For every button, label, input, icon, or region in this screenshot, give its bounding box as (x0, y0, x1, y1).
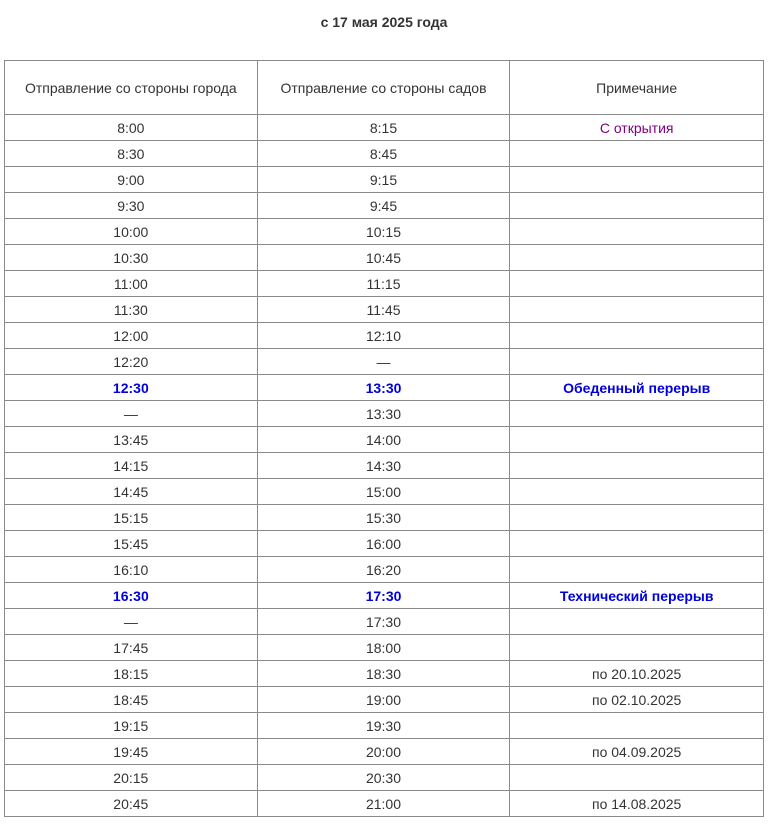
cell-city-departure: 13:45 (5, 427, 258, 453)
table-row (5, 479, 764, 505)
cell-gardens-departure: 19:00 (257, 687, 510, 713)
cell-gardens-departure: 19:30 (257, 713, 510, 739)
table-row (5, 557, 764, 583)
cell-city-departure: 20:15 (5, 765, 258, 791)
table-row (5, 401, 764, 427)
table-row (5, 115, 764, 141)
cell-note (510, 635, 764, 661)
header-departure-city: Отправление со стороны города (5, 61, 258, 115)
table-row (5, 635, 764, 661)
cell-city-departure: 11:30 (5, 297, 258, 323)
cell-note (510, 453, 764, 479)
cell-note (510, 193, 764, 219)
cell-city-departure: 18:45 (5, 687, 258, 713)
cell-note (510, 167, 764, 193)
cell-city-departure: 12:30 (5, 375, 258, 401)
header-note: Примечание (510, 61, 764, 115)
table-row (5, 765, 764, 791)
cell-city-departure: 10:30 (5, 245, 258, 271)
cell-gardens-departure: 15:00 (257, 479, 510, 505)
cell-city-departure: 9:30 (5, 193, 258, 219)
table-row (5, 193, 764, 219)
table-row (5, 505, 764, 531)
cell-city-departure: — (5, 401, 258, 427)
table-row (5, 531, 764, 557)
table-row (5, 583, 764, 609)
cell-city-departure: 8:30 (5, 141, 258, 167)
table-row (5, 609, 764, 635)
cell-city-departure: 8:00 (5, 115, 258, 141)
cell-note (510, 271, 764, 297)
table-row (5, 349, 764, 375)
cell-city-departure: 15:15 (5, 505, 258, 531)
cell-gardens-departure: 10:45 (257, 245, 510, 271)
cell-city-departure: 14:45 (5, 479, 258, 505)
table-row (5, 427, 764, 453)
cell-note (510, 297, 764, 323)
table-row (5, 323, 764, 349)
cell-gardens-departure: 9:45 (257, 193, 510, 219)
cell-gardens-departure: 18:30 (257, 661, 510, 687)
cell-note (510, 479, 764, 505)
cell-note: Технический перерыв (510, 583, 764, 609)
cell-note (510, 427, 764, 453)
cell-note (510, 219, 764, 245)
cell-city-departure: 20:45 (5, 791, 258, 817)
cell-city-departure: 19:15 (5, 713, 258, 739)
cell-note: Обеденный перерыв (510, 375, 764, 401)
table-row (5, 453, 764, 479)
cell-gardens-departure: 9:15 (257, 167, 510, 193)
cell-note: по 20.10.2025 (510, 661, 764, 687)
cell-note: С открытия (510, 115, 764, 141)
cell-gardens-departure: 17:30 (257, 609, 510, 635)
table-row (5, 713, 764, 739)
header-departure-gardens: Отправление со стороны садов (257, 61, 510, 115)
table-row (5, 791, 764, 817)
cell-gardens-departure: 8:45 (257, 141, 510, 167)
cell-gardens-departure: 10:15 (257, 219, 510, 245)
cell-city-departure: 19:45 (5, 739, 258, 765)
table-header-row (5, 61, 764, 115)
cell-city-departure: 11:00 (5, 271, 258, 297)
cell-note (510, 401, 764, 427)
cell-note (510, 531, 764, 557)
cell-gardens-departure: 14:00 (257, 427, 510, 453)
cell-gardens-departure: 21:00 (257, 791, 510, 817)
cell-note (510, 141, 764, 167)
schedule-body (5, 115, 764, 817)
cell-gardens-departure: 16:00 (257, 531, 510, 557)
cell-city-departure: 9:00 (5, 167, 258, 193)
cell-gardens-departure: 15:30 (257, 505, 510, 531)
cell-city-departure: 10:00 (5, 219, 258, 245)
cell-note (510, 557, 764, 583)
cell-city-departure: — (5, 609, 258, 635)
cell-gardens-departure: 13:30 (257, 375, 510, 401)
schedule-title: с 17 мая 2025 года (320, 14, 448, 30)
cell-note: по 02.10.2025 (510, 687, 764, 713)
cell-gardens-departure: 13:30 (257, 401, 510, 427)
cell-city-departure: 12:20 (5, 349, 258, 375)
cell-city-departure: 16:10 (5, 557, 258, 583)
cell-note: по 04.09.2025 (510, 739, 764, 765)
cell-note (510, 323, 764, 349)
cell-gardens-departure: 16:20 (257, 557, 510, 583)
cell-city-departure: 17:45 (5, 635, 258, 661)
cell-city-departure: 14:15 (5, 453, 258, 479)
table-row (5, 739, 764, 765)
cell-note: по 14.08.2025 (510, 791, 764, 817)
cell-gardens-departure: — (257, 349, 510, 375)
cell-note (510, 713, 764, 739)
cell-note (510, 245, 764, 271)
cell-note (510, 505, 764, 531)
table-row (5, 219, 764, 245)
cell-city-departure: 12:00 (5, 323, 258, 349)
table-row (5, 167, 764, 193)
cell-gardens-departure: 11:45 (257, 297, 510, 323)
cell-gardens-departure: 17:30 (257, 583, 510, 609)
table-row (5, 375, 764, 401)
cell-gardens-departure: 12:10 (257, 323, 510, 349)
table-row (5, 245, 764, 271)
cell-gardens-departure: 8:15 (257, 115, 510, 141)
schedule-table (4, 60, 764, 817)
cell-city-departure: 16:30 (5, 583, 258, 609)
cell-gardens-departure: 11:15 (257, 271, 510, 297)
cell-city-departure: 18:15 (5, 661, 258, 687)
cell-note (510, 609, 764, 635)
cell-city-departure: 15:45 (5, 531, 258, 557)
table-row (5, 141, 764, 167)
cell-gardens-departure: 14:30 (257, 453, 510, 479)
cell-gardens-departure: 18:00 (257, 635, 510, 661)
cell-note (510, 765, 764, 791)
table-row (5, 661, 764, 687)
cell-gardens-departure: 20:00 (257, 739, 510, 765)
cell-note (510, 349, 764, 375)
table-row (5, 297, 764, 323)
table-row (5, 271, 764, 297)
cell-gardens-departure: 20:30 (257, 765, 510, 791)
table-row (5, 687, 764, 713)
